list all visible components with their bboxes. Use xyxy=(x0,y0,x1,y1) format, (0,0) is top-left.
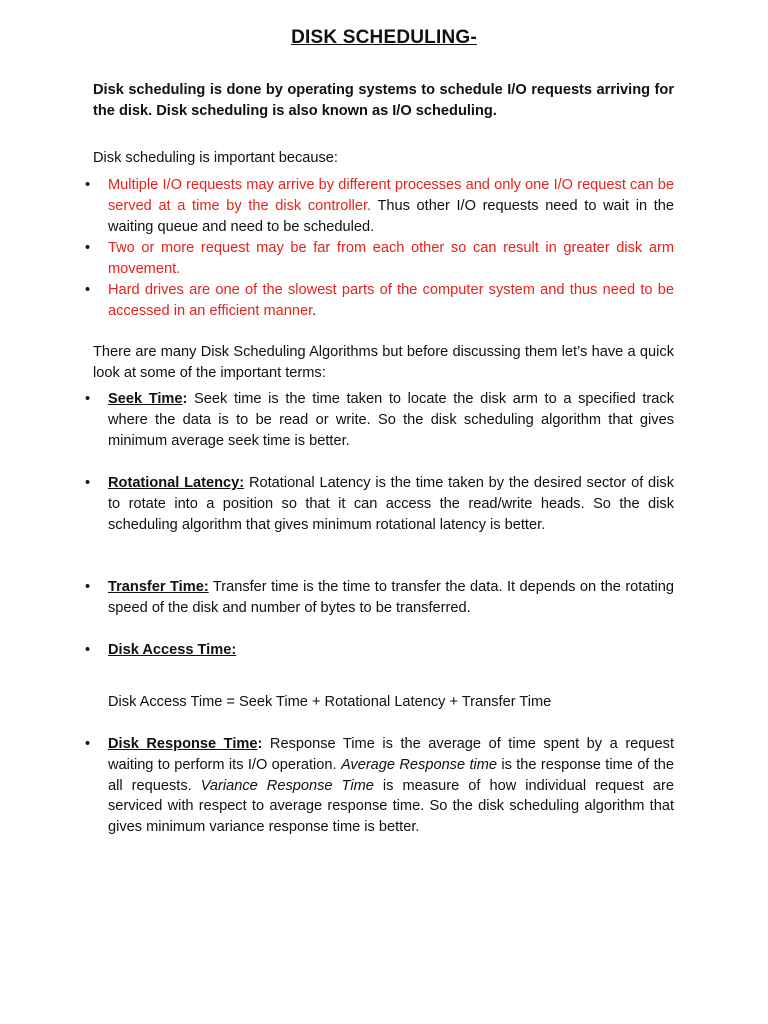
response-desc-2: is the response time of the all requests. xyxy=(108,756,674,794)
average-response-time-italic: Average Response time xyxy=(340,756,498,773)
reason-item-1 xyxy=(85,175,674,237)
disk-response-time-term: Disk Response Time xyxy=(108,736,258,752)
term-rotational-latency xyxy=(85,473,674,535)
bullet-icon: • xyxy=(85,642,91,658)
important-heading: Disk scheduling is important because: xyxy=(93,150,338,166)
reason-3-black: . xyxy=(312,302,317,319)
term-seek-time xyxy=(85,389,674,451)
algorithms-intro: There are many Disk Scheduling Algorithms but before discussing them let’s have a quick look at some of the important terms: xyxy=(93,344,674,381)
rotational-latency-desc: Rotational Latency is the time taken by the desired sector of disk to rotate into a position so that it can access the read/write heads. So the disk scheduling algorithm that gives minimum rotational latency is better. xyxy=(108,475,674,533)
bullet-icon: • xyxy=(85,391,91,407)
seek-time-term: Seek Time xyxy=(108,391,183,407)
reason-2-red: Two or more request may be far from each other so can result in greater disk arm movement. xyxy=(108,240,674,277)
term-transfer-time xyxy=(85,577,674,619)
term-disk-response-time xyxy=(85,734,674,838)
response-desc-1: Response Time is the average of time spent by a request waiting to perform its I/O operation. xyxy=(108,736,674,773)
bullet-icon: • xyxy=(85,736,91,752)
seek-time-colon: : xyxy=(182,391,188,407)
response-desc-3: is measure of how individual request are serviced with respect to average response time. So the disk scheduling algorithm that gives minimum variance response time is better. xyxy=(108,777,674,836)
bullet-icon: • xyxy=(85,579,91,595)
rotational-latency-term: Rotational Latency: xyxy=(108,475,245,491)
bullet-icon: • xyxy=(85,475,91,491)
page-title: DISK SCHEDULING- xyxy=(291,27,477,48)
seek-time-desc: Seek time is the time taken to locate the disk arm to a specified track where the data is to be read or write. So the disk scheduling algorithm that gives minimum average seek time is better. xyxy=(108,391,674,449)
reason-3-red: Hard drives are one of the slowest parts of the computer system and thus need to be accessed in an efficient manner xyxy=(108,282,674,319)
disk-access-time-term: Disk Access Time: xyxy=(108,642,237,658)
reason-1-red: Multiple I/O requests may arrive by different processes and only one I/O request can be served at a time by the disk controller. xyxy=(108,177,674,214)
disk-response-time-colon: : xyxy=(257,736,263,752)
variance-response-time-italic: Variance Response Time xyxy=(200,777,374,794)
bullet-icon: • xyxy=(85,240,91,256)
bullet-icon: • xyxy=(85,177,91,193)
reason-item-3 xyxy=(85,280,674,322)
transfer-time-desc: Transfer time is the time to transfer the data. It depends on the rotating speed of the disk and number of bytes to be transferred. xyxy=(108,579,674,616)
bullet-icon: • xyxy=(85,282,91,298)
transfer-time-term: Transfer Time: xyxy=(108,579,209,595)
reason-1-black: Thus other I/O requests need to wait in the waiting queue and need to be scheduled. xyxy=(108,197,674,235)
intro-paragraph: Disk scheduling is done by operating systems to schedule I/O requests arriving for the disk. Disk scheduling is also known as I/O scheduling. xyxy=(93,82,674,119)
access-time-formula: Disk Access Time = Seek Time + Rotational Latency + Transfer Time xyxy=(108,694,552,710)
reason-item-2 xyxy=(85,238,674,280)
term-disk-access-time xyxy=(85,640,674,661)
